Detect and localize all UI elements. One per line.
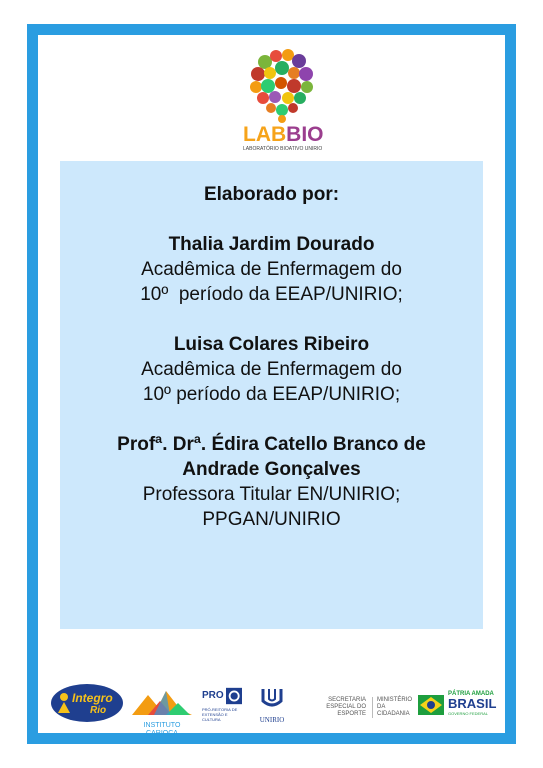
unirio-logo: [252, 685, 292, 727]
author-role: 10º período da EEAP/UNIRIO;: [142, 384, 401, 405]
secretaria-line1: SECRETARIA ESPECIAL DO: [326, 697, 366, 710]
author-name: Andrade Gonçalves: [182, 459, 361, 480]
author-role: 10º período da EEAP/UNIRIO;: [140, 284, 403, 305]
secretaria-line2: ESPORTE: [337, 711, 366, 717]
author-name: Luisa Colares Ribeiro: [173, 334, 370, 355]
integro-rio-logo: [50, 683, 124, 723]
labbio-bio: BIO: [286, 123, 324, 146]
author-role: Professora Titular EN/UNIRIO;: [142, 484, 401, 505]
author-role: Acadêmica de Enfermagem do: [141, 359, 402, 380]
instituto-text: INSTITUTO CARIOCA: [143, 722, 181, 737]
labbio-lab: LAB: [243, 123, 287, 146]
unirio-emblem-icon: [259, 685, 285, 711]
pro-emblem-icon: [226, 687, 242, 705]
author-role: PPGAN/UNIRIO: [202, 509, 341, 530]
pro-sub: PRÓ-REITORIA DE EXTENSÃO E CULTURA: [202, 707, 238, 722]
credits-text: [60, 161, 483, 532]
instituto-carioca-logo: [130, 685, 194, 737]
integro-line2: Rio: [90, 705, 107, 716]
sponsor-footer: [38, 675, 505, 735]
author-block: [60, 332, 483, 407]
secretaria-esporte-logo: [300, 697, 366, 718]
labbio-logo: [243, 46, 324, 158]
patria-amada-brasil-logo: [418, 689, 502, 721]
author-name: Thalia Jardim Dourado: [168, 234, 375, 255]
brasil-line3: GOVERNO FEDERAL: [448, 711, 489, 716]
pro-mark: PRO: [202, 690, 224, 701]
mountains-icon: [130, 685, 194, 717]
labbio-subtitle: LABORATÓRIO BIOATIVO UNIRIO: [243, 146, 323, 152]
author-role: Acadêmica de Enfermagem do: [141, 259, 402, 280]
brasil-line2: BRASIL: [448, 696, 497, 711]
fruits-vegetables-icon: [243, 46, 321, 124]
author-block: [60, 432, 483, 532]
credits-panel: [60, 161, 483, 629]
ministerio-line1: MINISTÉRIO DA: [377, 697, 413, 710]
author-name: Profª. Drª. Édira Catello Branco de: [117, 434, 426, 455]
unirio-text: UNIRIO: [259, 716, 285, 724]
credits-heading: Elaborado por:: [203, 184, 340, 205]
page-frame: [27, 24, 516, 744]
author-block: [60, 232, 483, 307]
ministerio-cidadania-logo: [372, 697, 417, 718]
ministerio-line2: CIDADANIA: [377, 711, 410, 717]
pro-extensao-logo: [202, 687, 242, 727]
brazil-flag-icon: [418, 695, 444, 715]
integro-line1: Integro: [72, 691, 113, 705]
brasil-line1: PÁTRIA AMADA: [448, 691, 494, 697]
labbio-wordmark: [243, 123, 324, 146]
